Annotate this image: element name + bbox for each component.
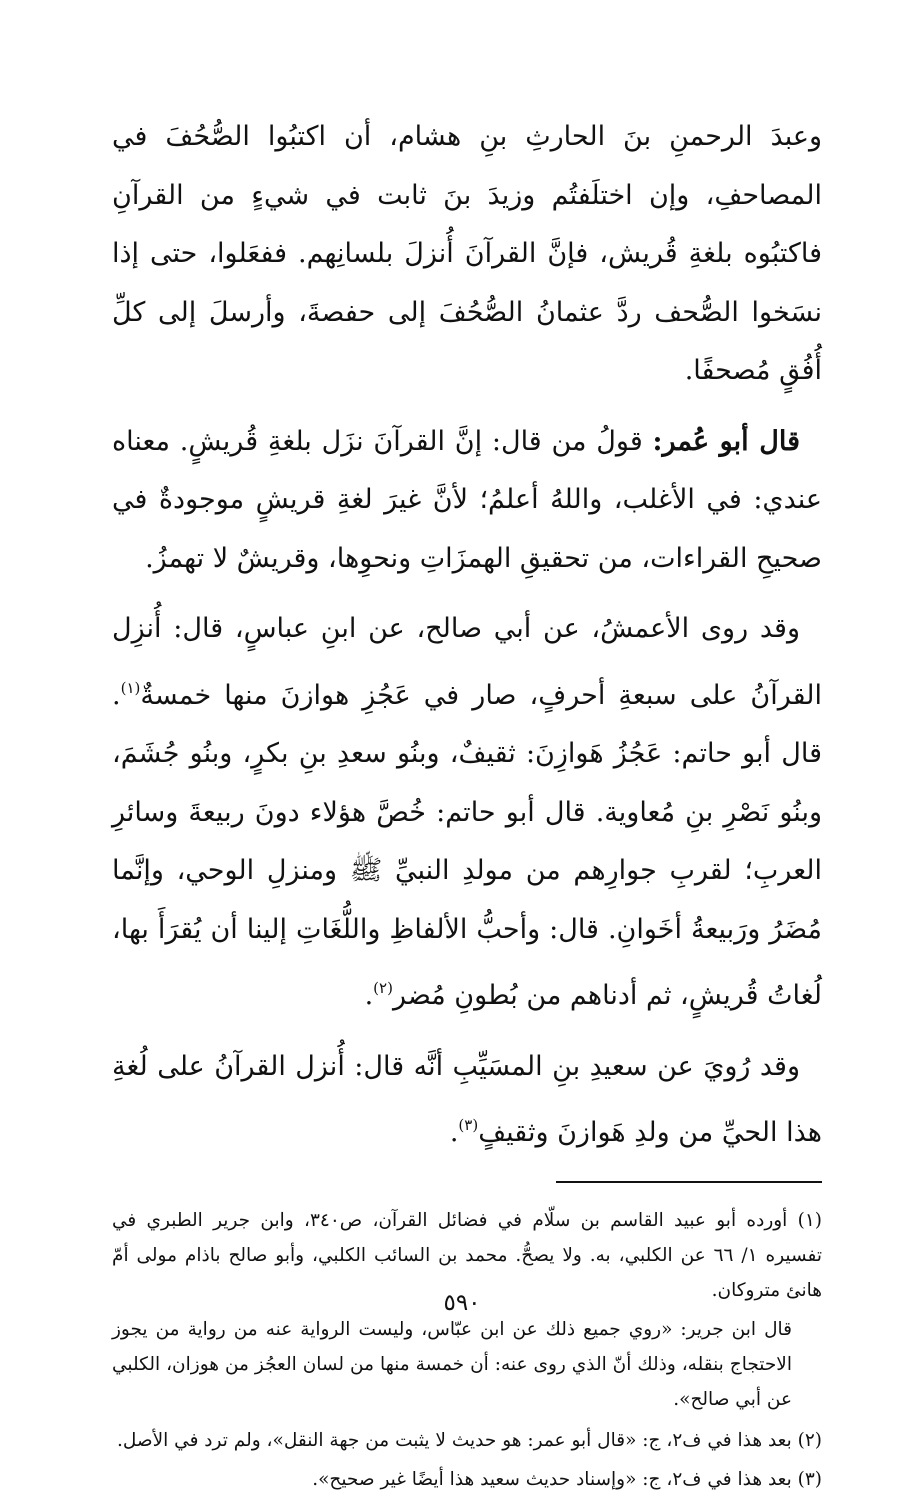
footnote-ref-1: (١) <box>120 678 141 697</box>
footnote-ref-2: (٢) <box>373 979 393 997</box>
footnote-ref-3: (٣) <box>458 1116 479 1134</box>
speaker-lead: قال أبو عُمر: <box>652 425 800 457</box>
paragraph-2-text: قولُ من قال: إنَّ القرآنَ نزَل بلغةِ قُريشٍ. معناه عندي: في الأغلب، واللهُ أعلمُ؛ لأنَّ غيرَ لغةِ قريشٍ موجودةٌ في صحيحِ القراءات، من تحقيقِ الهمزَاتِ ونحوِها، وقريشٌ لا تهمزُ. <box>112 425 822 574</box>
paragraph-4-text: وقد رُويَ عن سعيدِ بنِ المسَيِّبِ أنَّه قال: أُنزل القرآنُ على لُغةِ هذا الحيِّ من ولدِ هَوازنَ وثقيفٍ <box>112 1050 822 1148</box>
paragraph-3-end: . <box>364 980 374 1011</box>
paragraph-4-end: . <box>449 1117 459 1148</box>
page-number: ٥٩٠ <box>443 1290 481 1316</box>
footnote-1-continuation: قال ابن جرير: «روي جميع ذلك عن ابن عبّاس، وليست الرواية عنه من رواية من يجوز الاحتجاج بنقله، وذلك أنّ الذي روى عنه: أن خمسة منها من لسان العجُز من هوزان، الكلبي عن أبي صالح». <box>112 1318 792 1410</box>
paragraph-4 <box>112 1038 822 1163</box>
paragraph-2 <box>112 413 822 589</box>
footnote-3: (٣) بعد هذا في ف٢، ج: «وإسناد حديث سعيد هذا أيضًا غير صحيح». <box>312 1468 822 1490</box>
paragraph-1: وعبدَ الرحمنِ بنَ الحارثِ بنِ هشام، أن اكتبُوا الصُّحُفَ في المصاحفِ، وإن اختلَفتُم وزيدَ بنَ ثابت في شيءٍ من القرآنِ فاكتبُوه بلغةِ قُريش، فإنَّ القرآنَ أُنزلَ بلسانِهم. ففعَلوا، حتى إذا نسَخوا الصُّحف ردَّ عثمانُ الصُّحُفَ إلى حفصةَ، وأرسلَ إلى كلِّ أُفُقٍ مُصحفًا. <box>112 121 822 386</box>
footnote-1: (١) أورده أبو عبيد القاسم بن سلّام في فضائل القرآن، ص٣٤٠، وابن جرير الطبري في تفسيره ١/ ٦٦ عن الكلبي، به. ولا يصحُّ. محمد بن السائب الكلبي، وأبو صالح باذام مولى أمّ هانئ متروكان. <box>112 1209 822 1301</box>
paragraph-3-text: وقد روى الأعمشُ، عن أبي صالح، عن ابنِ عباسٍ، قال: أُنزِل القرآنُ على سبعةِ أحرفٍ، صار في عَجُزِ هوازنَ منها خمسةٌ <box>112 613 822 711</box>
footnote-2: (٢) بعد هذا في ف٢، ج: «قال أبو عمر: هو حديث لا يثبت من جهة النقل»، ولم ترد في الأصل. <box>116 1429 822 1451</box>
paragraph-3-rest: . قال أبو حاتم: عَجُزُ هَوازِنَ: ثقيفٌ، وبنُو سعدِ بنِ بكرٍ، وبنُو جُشَمَ، وبنُو نَصْرِ بنِ مُعاوية. قال أبو حاتم: خُصَّ هؤلاء دونَ ربيعةَ وسائرِ العربِ؛ لقربِ جوارِهم من مولدِ النبيِّ ﷺ ومنزلِ الوحي، وإنَّما مُضَرُ ورَبيعةُ أخَوانِ. قال: وأحبُّ الألفاظِ واللُّغَاتِ إلينا أن يُقرَأَ بها، لُغاتُ قُريشٍ، ثم أدناهم من بُطونِ مُضر <box>112 679 822 1011</box>
footnote-divider <box>556 1181 822 1183</box>
paragraph-3 <box>112 600 822 1026</box>
